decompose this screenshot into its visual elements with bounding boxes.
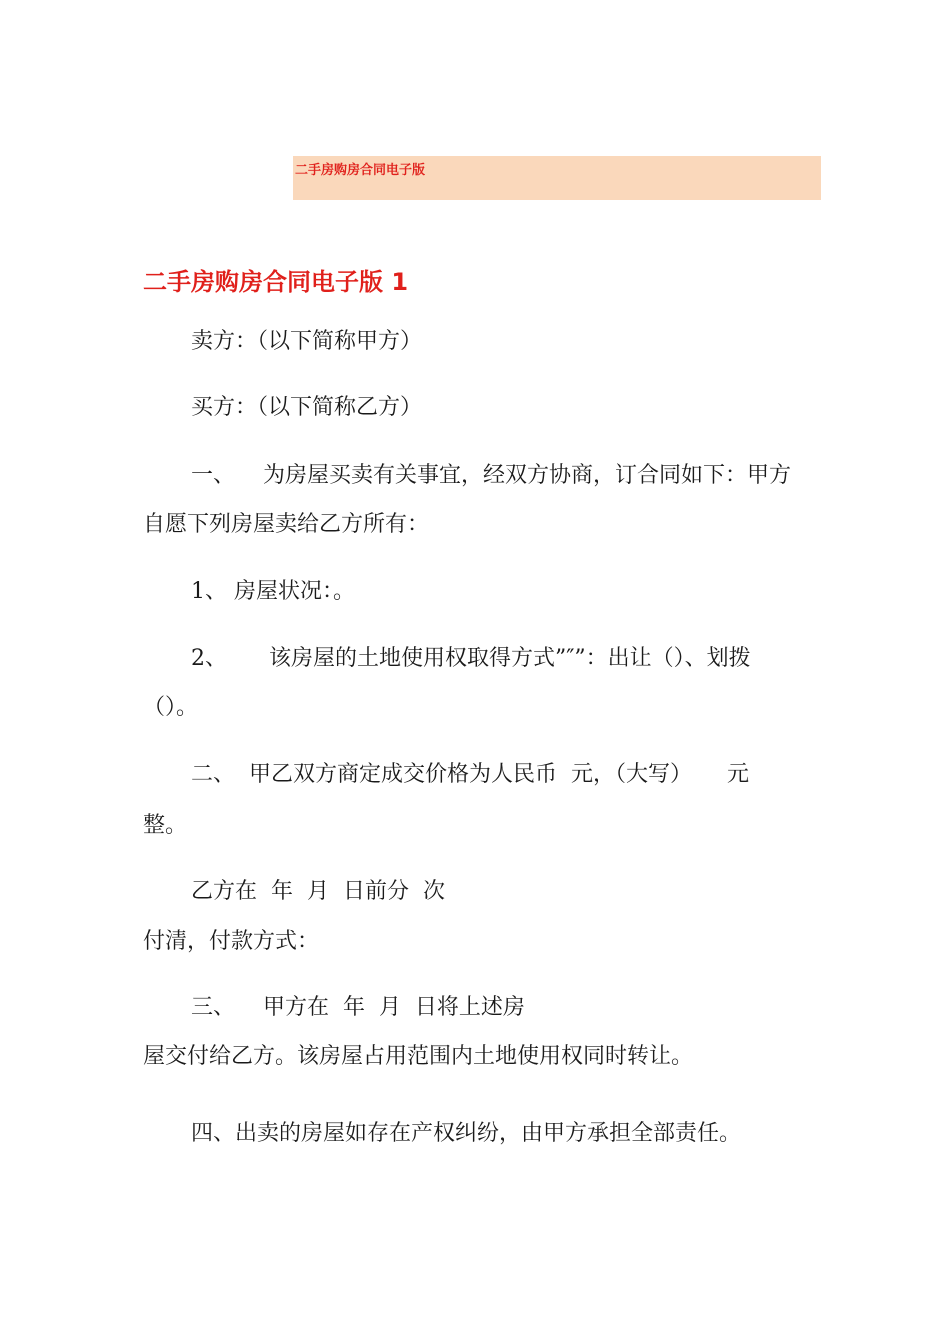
- buyer-line: 买方：（以下简称乙方）: [191, 395, 423, 420]
- clause-1-line-1: 一、 为房屋买卖有关事宜，经双方协商，订合同如下：甲方: [191, 463, 791, 488]
- clause-1-line-2: 自愿下列房屋卖给乙方所有：: [143, 512, 430, 537]
- item-1-line: 1、 房屋状况：。: [191, 579, 355, 604]
- payment-line-1: 乙方在 年 月 日前分 次: [191, 879, 445, 904]
- header-banner: [293, 156, 821, 200]
- item-2-line-2: （）。: [143, 695, 199, 720]
- clause-4-line: 四、出卖的房屋如存在产权纠纷，由甲方承担全部责任。: [191, 1121, 742, 1146]
- clause-2-line-2: 整。: [143, 813, 188, 838]
- clause-2-line-1: 二、 甲乙双方商定成交价格为人民币 元，（大写） 元: [191, 762, 749, 787]
- clause-3-line-1: 三、 甲方在 年 月 日将上述房: [191, 995, 525, 1020]
- item-2-line-1: 2、 该房屋的土地使用权取得方式”″”：出让（）、划拨: [191, 646, 751, 671]
- payment-line-2: 付清，付款方式：: [143, 929, 320, 954]
- seller-line: 卖方：（以下简称甲方）: [191, 329, 423, 354]
- clause-3-line-2: 屋交付给乙方。该房屋占用范围内土地使用权同时转让。: [143, 1044, 694, 1069]
- document-title: 二手房购房合同电子版 1: [143, 268, 409, 296]
- header-banner-text: 二手房购房合同电子版: [295, 163, 426, 178]
